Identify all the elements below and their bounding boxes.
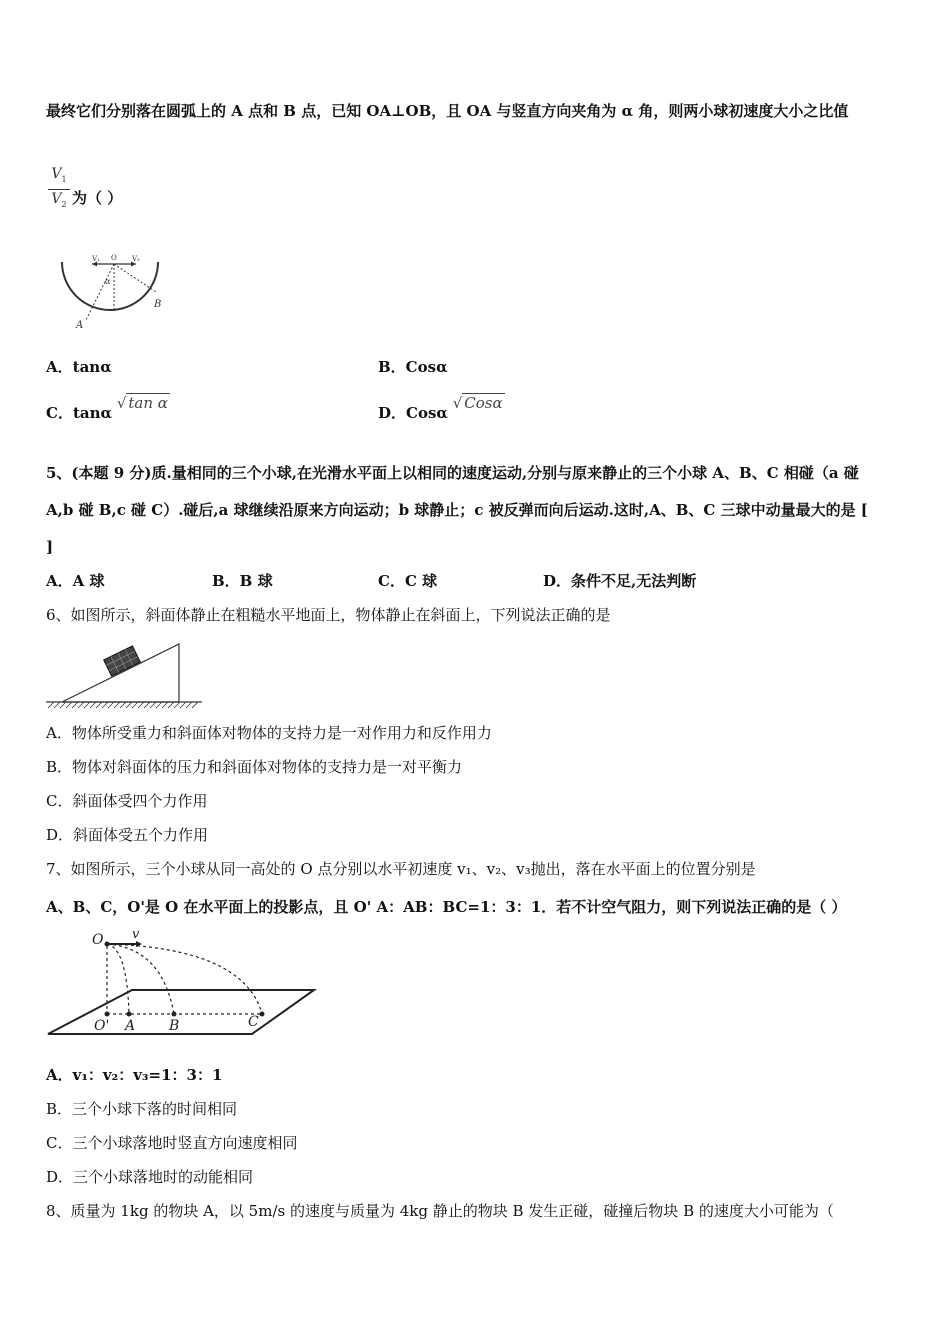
q8-stem: 8、质量为 1kg 的物块 A，以 5m/s 的速度与质量为 4kg 静止的物块 B 发生正碰，碰撞后物块 B 的速度大小可能为（ [46, 1202, 834, 1220]
q4-option-b[interactable]: B．Cosα [378, 358, 448, 376]
label-b: B [154, 299, 162, 310]
label-v1: V₁ [92, 255, 100, 263]
q4-stem-line: 最终它们分别落在圆弧上的 A 点和 B 点，已知 OA⊥OB，且 OA 与竖直方向夹角为 α 角，则两小球初速度大小之比值 [46, 102, 849, 120]
arc [62, 262, 158, 310]
q7-option-b[interactable]: B．三个小球下落的时间相同 [46, 1100, 238, 1118]
label-b: B [169, 1018, 180, 1034]
label-o-prime: O' [94, 1018, 110, 1034]
radius-oa [86, 264, 114, 320]
q4-suffix: 为（ ） [72, 189, 123, 207]
q4-option-a[interactable]: A．tanα [46, 358, 112, 376]
q4-option-c-prefix: C．tanα [46, 404, 113, 422]
q6-option-b[interactable]: B．物体对斜面体的压力和斜面体对物体的支持力是一对平衡力 [46, 758, 463, 776]
label-alpha: α [105, 277, 111, 286]
q4-option-d-radicand: Cosα [464, 394, 503, 412]
q4-option-c-radicand: tan α [128, 394, 168, 412]
q5-option-b[interactable]: B．B 球 [212, 572, 273, 590]
label-o: O [92, 932, 104, 948]
q7-projectile-figure [44, 926, 320, 1040]
label-a: A [76, 320, 84, 331]
q5-option-c[interactable]: C．C 球 [378, 572, 438, 590]
q6-stem: 6、如图所示，斜面体静止在粗糙水平地面上，物体静止在斜面上，下列说法正确的是 [46, 606, 611, 624]
q7-option-d[interactable]: D．三个小球落地时的动能相同 [46, 1168, 254, 1186]
q4-semicircle-figure [44, 250, 176, 334]
q7-line-2: A、B、C，O'是 O 在水平面上的投影点，且 O' A：AB：BC=1：3：1．若不计空气阻力，则下列说法正确的是（ ） [46, 898, 847, 916]
label-o: O [111, 254, 117, 262]
label-v2: V₂ [132, 255, 140, 263]
ground-hatching [48, 702, 198, 708]
q5-option-a[interactable]: A．A 球 [46, 572, 105, 590]
trajectory-a [107, 944, 129, 1014]
q4-option-d-prefix: D．Cosα [378, 404, 448, 422]
label-c: C [248, 1014, 259, 1030]
label-v: v [132, 927, 140, 942]
q6-option-d[interactable]: D．斜面体受五个力作用 [46, 826, 209, 844]
block-on-incline [104, 646, 141, 676]
ground-plane [48, 990, 314, 1034]
q6-option-a[interactable]: A．物体所受重力和斜面体对物体的支持力是一对作用力和反作用力 [46, 724, 492, 742]
q5-option-d[interactable]: D．条件不足,无法判断 [543, 572, 697, 590]
label-a: A [125, 1018, 136, 1034]
q5-line-2: A,b 碰 B,c 碰 C）.碰后,a 球继续沿原来方向运动；b 球静止；c 被反弹而向后运动.这时,A、B、C 三球中动量最大的是 [ [46, 501, 868, 519]
q5-line-3: ] [46, 538, 54, 556]
q4-option-c[interactable]: C．tanα √ tan α [46, 394, 168, 422]
trajectory-b [107, 944, 174, 1014]
q6-option-c[interactable]: C．斜面体受四个力作用 [46, 792, 208, 810]
q7-option-a[interactable]: A．v₁：v₂：v₃=1：3：1 [46, 1066, 223, 1084]
q7-option-c[interactable]: C．三个小球落地时竖直方向速度相同 [46, 1134, 298, 1152]
q5-line-1: 5、(本题 9 分)质.量相同的三个小球,在光滑水平面上以相同的速度运动,分别与原来静止的三个小球 A、B、C 相碰（a 碰 [46, 464, 859, 482]
q4-option-d[interactable]: D．Cosα √ Cosα [378, 394, 503, 422]
velocity-ratio-fraction: $V_1$ $V_2$ [48, 165, 70, 214]
trajectory-c [107, 944, 262, 1014]
q7-line-1: 7、如图所示，三个小球从同一高处的 O 点分别以水平初速度 v₁、v₂、v₃抛出，落在水平面上的位置分别是 [46, 860, 756, 878]
q6-incline-figure [44, 634, 206, 710]
